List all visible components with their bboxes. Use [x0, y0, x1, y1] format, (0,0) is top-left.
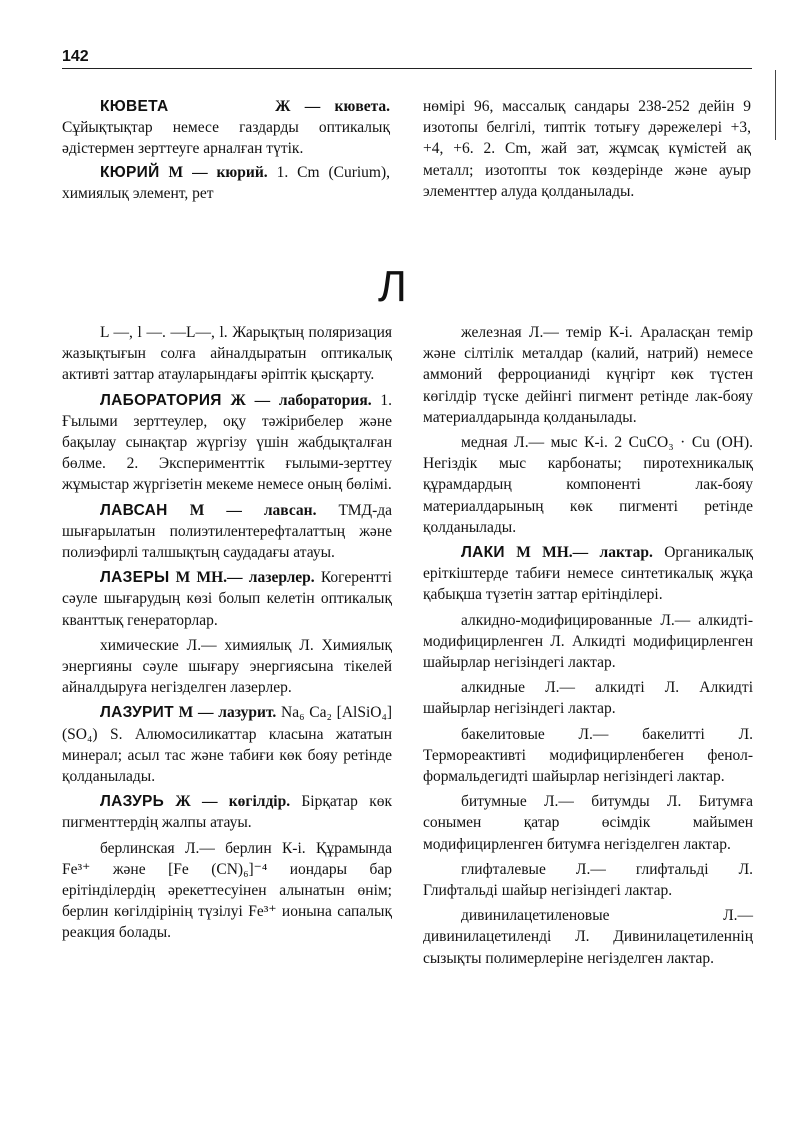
subentry-bitumnye — [423, 791, 753, 855]
entry-laboratoriya — [62, 390, 392, 496]
entry-gram: Ж — лаборатория. — [230, 391, 372, 409]
headword: ЛАКИ — [461, 544, 505, 562]
entry-l — [62, 322, 392, 386]
entry-gram: медная Л.— мыс К-і. — [461, 434, 608, 452]
entry-body: Алкидті шайырлар негізіндегі лактар. — [423, 679, 754, 718]
subentry-alkidno — [423, 610, 753, 674]
left-column — [62, 322, 392, 948]
headword: ЛАЗУРИТ — [100, 704, 174, 722]
entry-body: 1. Ғылыми зерттеулер, оқу тәжірибелер және бақылау сынақтар жүргізу үшін жабдықталған бөлме. 2. Эксперименттік ғылыми-зерттеу жұмыстар жүргізетін мекеме немесе оның бөлімі. — [62, 391, 392, 494]
entry-body: Алкидті модифицирленген шайырлар негізіндегі лактар. — [423, 632, 753, 672]
entry-gram: берлинская Л.— берлин К-і. — [100, 839, 306, 857]
headword: КЮВЕТА — [100, 98, 169, 115]
subentry-zheleznaya — [423, 322, 753, 428]
headword: ЛАБОРАТОРИЯ — [100, 391, 222, 409]
entry-body: Когерентті сәуле шығарудың көзі болып келетін оптикалық кванттық генераторлар. — [62, 569, 392, 629]
entry-lazur — [62, 791, 392, 833]
top-right-column — [423, 96, 751, 204]
entry-lavsan — [62, 500, 392, 564]
headword: ЛАВСАН — [100, 501, 168, 519]
entry-body: Дивинилацетиленнің сызықты полимерлеріне негізделген лактар. — [423, 928, 754, 967]
entry-body: Араласқан темір және сілтілік металдар (калий, натрий) немесе аммоний ферроцианиді күңгірт көк түстен көгілдір түске дейінгі пигмент ретінде лак-бояу материалдарында қолданылады. — [423, 324, 753, 426]
entry-gram: глифталевые Л.— глифтальді Л. — [461, 860, 753, 878]
entry-body: Глифтальді шайыр негізіндегі лактар. — [423, 882, 673, 900]
entry-gram: битумные Л.— битумды Л. — [461, 793, 682, 811]
entry-body: Бірқатар көк пигменттердің жалпы атауы. — [62, 793, 393, 832]
entry-gram: дивинилацетиленовые Л.— дивинилацетиленді Л. — [423, 907, 753, 946]
entry-laki — [423, 542, 753, 606]
headword: КЮРИЙ — [100, 163, 160, 181]
entry-gram: Ж — көгілдір. — [175, 793, 291, 811]
entry-gram: железная Л.— темір К-і. — [461, 324, 633, 341]
entry-body: Na₆ Ca₂ [AlSiO₄] (SO₄) S. Алюмосиликаттар класына жататын минерал; асыл тас және табиғи көк бояу ретінде қолданылады. — [62, 704, 393, 786]
entry-continuation: нөмірі 96, массалық сандары 238-252 дейін 9 изотопы белгілі, типтік тотығу дәрежелері +3, +4, +6. 2. Cm, жай зат, жұмсақ күмістей ақ металл; изотопты ток көздерінде және ауыр элементтер алуда қолданылады. — [423, 98, 751, 200]
entry-body: 2 CuCO₃ · Cu (OH). Негіздік мыс карбонаты; пиротехникалық құрамдардың компоненті лак-бояу материалдарының көк пигменті ретінде қолданылады. — [423, 434, 753, 536]
entry-body: Термореактивті модифицирленбеген фенол-формальдегидті шайырлар негізіндегі лактар. — [423, 746, 753, 786]
entry-gram: химические Л.— химиялық Л. — [100, 636, 314, 654]
entry-gram: М МН.— лактар. — [516, 544, 653, 562]
headword: ЛАЗУРЬ — [100, 793, 165, 811]
subentry-bakelitovye — [423, 724, 753, 788]
entry-gram: М — лавсан. — [189, 501, 317, 519]
header-rule — [62, 68, 752, 69]
entry-body: L —, l —. —L—, l. Жарықтың поляризация жазықтығын солға айналдыратын оптикалық активті заттар атауларындағы әріптік қысқарту. — [62, 324, 392, 384]
entry-gram: М — кюрий. — [168, 163, 268, 181]
entry-gram: алкидно-модифицированные Л.— алкидті-модифицирленген Л. — [423, 611, 753, 650]
entry-gram: бакелитовые Л.— бакелитті Л. — [461, 725, 753, 743]
entry-gram: алкидные Л.— алкидті Л. — [461, 679, 680, 697]
headword: ЛАЗЕРЫ — [100, 569, 170, 587]
entry-gram: М — лазурит. — [178, 704, 277, 722]
subentry-alkidnye — [423, 677, 753, 719]
entry-lazurit — [62, 702, 392, 787]
edge-mark — [775, 70, 776, 140]
entry-body: Битумға сонымен қатар өсімдік майымен модифицирленген битумға негізделген лактар. — [423, 793, 754, 853]
entry-body: Құрамында Fe³⁺ және [Fe (CN)₆]⁻⁴ иондары бар ерітінділердің әрекеттесуінен алынатын өнім; берлин көгілдірінің түзілуі Fe³⁺ ионына сапалық реакция болады. — [62, 839, 392, 942]
entry-body: Химиялық энергияны сәуле шығару энергиясына тікелей айналдыруға негізделген лазерлер. — [62, 636, 392, 697]
subentry-berlinskaya — [62, 838, 392, 944]
entry-kyuveta — [62, 96, 390, 160]
subentry-divinilacetilenovye — [423, 905, 753, 969]
top-left-column — [62, 96, 390, 206]
entry-body: Органикалық еріткіштерде табиғи немесе синтетикалық жұқа қабықша түзетін заттар ерітінділері. — [423, 544, 753, 604]
entry-lazery — [62, 567, 392, 631]
entry-body: Сұйықтықтар немесе газдарды оптикалық әдістермен зерттеуге арналған түтік. — [62, 119, 390, 158]
entry-gram: Ж — кювета. — [275, 98, 390, 115]
subentry-mednaya — [423, 432, 753, 538]
subentry-khimicheskie — [62, 635, 392, 699]
entry-kyuriy — [62, 162, 390, 204]
right-column — [423, 322, 753, 973]
subentry-gliftalevye — [423, 859, 753, 901]
entry-gram: М МН.— лазерлер. — [175, 569, 315, 587]
section-letter: Л — [378, 262, 407, 311]
page-number: 142 — [62, 48, 89, 65]
entry-body: 1. Cm (Curium), химиялық элемент, рет — [62, 163, 391, 202]
entry-body: ТМД-да шығарылатын полиэтилентерефталаттың және полиэфирлі талшықтың саудадағы атауы. — [62, 501, 393, 562]
